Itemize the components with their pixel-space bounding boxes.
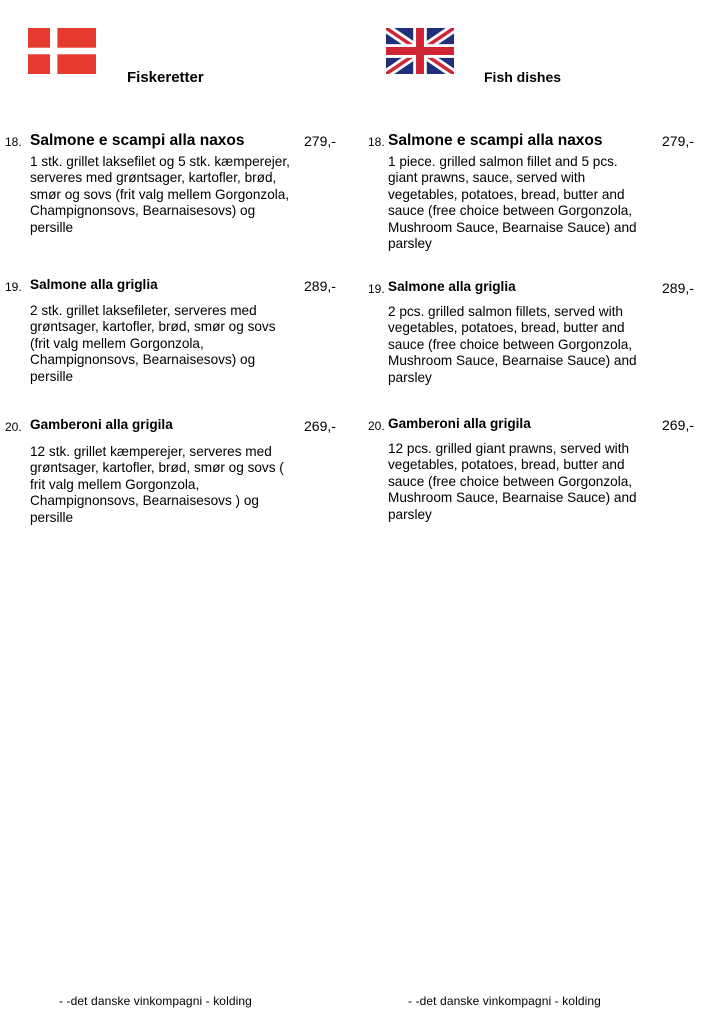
item-name: Gamberoni alla grigila: [30, 417, 173, 432]
footer-text: - -det danske vinkompagni - kolding: [408, 994, 601, 1008]
item-description: 2 stk. grillet laksefileter, serveres med grøntsager, kartofler, brød, smør og sovs (frit valg mellem Gorgonzola, Champignonsovs, Bearnaisesovs) og persille: [30, 303, 276, 384]
item-number: 20.: [368, 419, 385, 433]
danish-flag-icon: [28, 28, 96, 74]
item-name: Salmone alla griglia: [388, 279, 516, 294]
footer-text: - -det danske vinkompagni - kolding: [59, 994, 252, 1008]
item-name: Salmone e scampi alla naxos: [30, 132, 245, 149]
item-name: Salmone e scampi alla naxos: [388, 132, 603, 149]
item-price: 289,-: [304, 278, 336, 294]
item-price: 279,-: [662, 133, 694, 149]
item-number: 19.: [368, 282, 385, 296]
item-number: 18.: [368, 135, 385, 149]
item-name: Gamberoni alla grigila: [388, 416, 531, 431]
item-number: 20.: [5, 420, 22, 434]
item-description: 1 stk. grillet laksefilet og 5 stk. kæmperejer, serveres med grøntsager, kartofler, brød, smør og sovs (frit valg mellem Gorgonzola, Champignonsovs, Bearnaisesovs) og persille: [30, 154, 290, 235]
section-heading: Fish dishes: [484, 69, 562, 85]
item-name: Salmone alla griglia: [30, 277, 158, 292]
item-price: 269,-: [662, 417, 694, 433]
item-price: 279,-: [304, 133, 336, 149]
item-price: 269,-: [304, 418, 336, 434]
english-column: [358, 0, 698, 1024]
item-number: 19.: [5, 280, 22, 294]
item-description: 1 piece. grilled salmon fillet and 5 pcs. giant prawns, sauce, served with vegetables, potatoes, bread, butter and sauce (free choice between Gorgonzola, Mushroom Sauce, Bearnaise Sauce) and parsley: [388, 154, 637, 252]
item-number: 18.: [5, 135, 22, 149]
item-price: 289,-: [662, 280, 694, 296]
item-description: 2 pcs. grilled salmon fillets, served with vegetables, potatoes, bread, butter and sauce (free choice between Gorgonzola, Mushroom Sauce, Bearnaise Sauce) and parsley: [388, 304, 637, 385]
danish-column: [0, 0, 340, 1024]
section-heading: Fiskeretter: [127, 69, 204, 86]
item-description: 12 pcs. grilled giant prawns, served with vegetables, potatoes, bread, butter and sauce (free choice between Gorgonzola, Mushroom Sauce, Bearnaise Sauce) and parsley: [388, 441, 637, 522]
item-description: 12 stk. grillet kæmperejer, serveres med grøntsager, kartofler, brød, smør og sovs ( frit valg mellem Gorgonzola, Champignonsovs, Bearnaisesovs ) og persille: [30, 444, 284, 525]
uk-flag-icon: [386, 28, 454, 74]
